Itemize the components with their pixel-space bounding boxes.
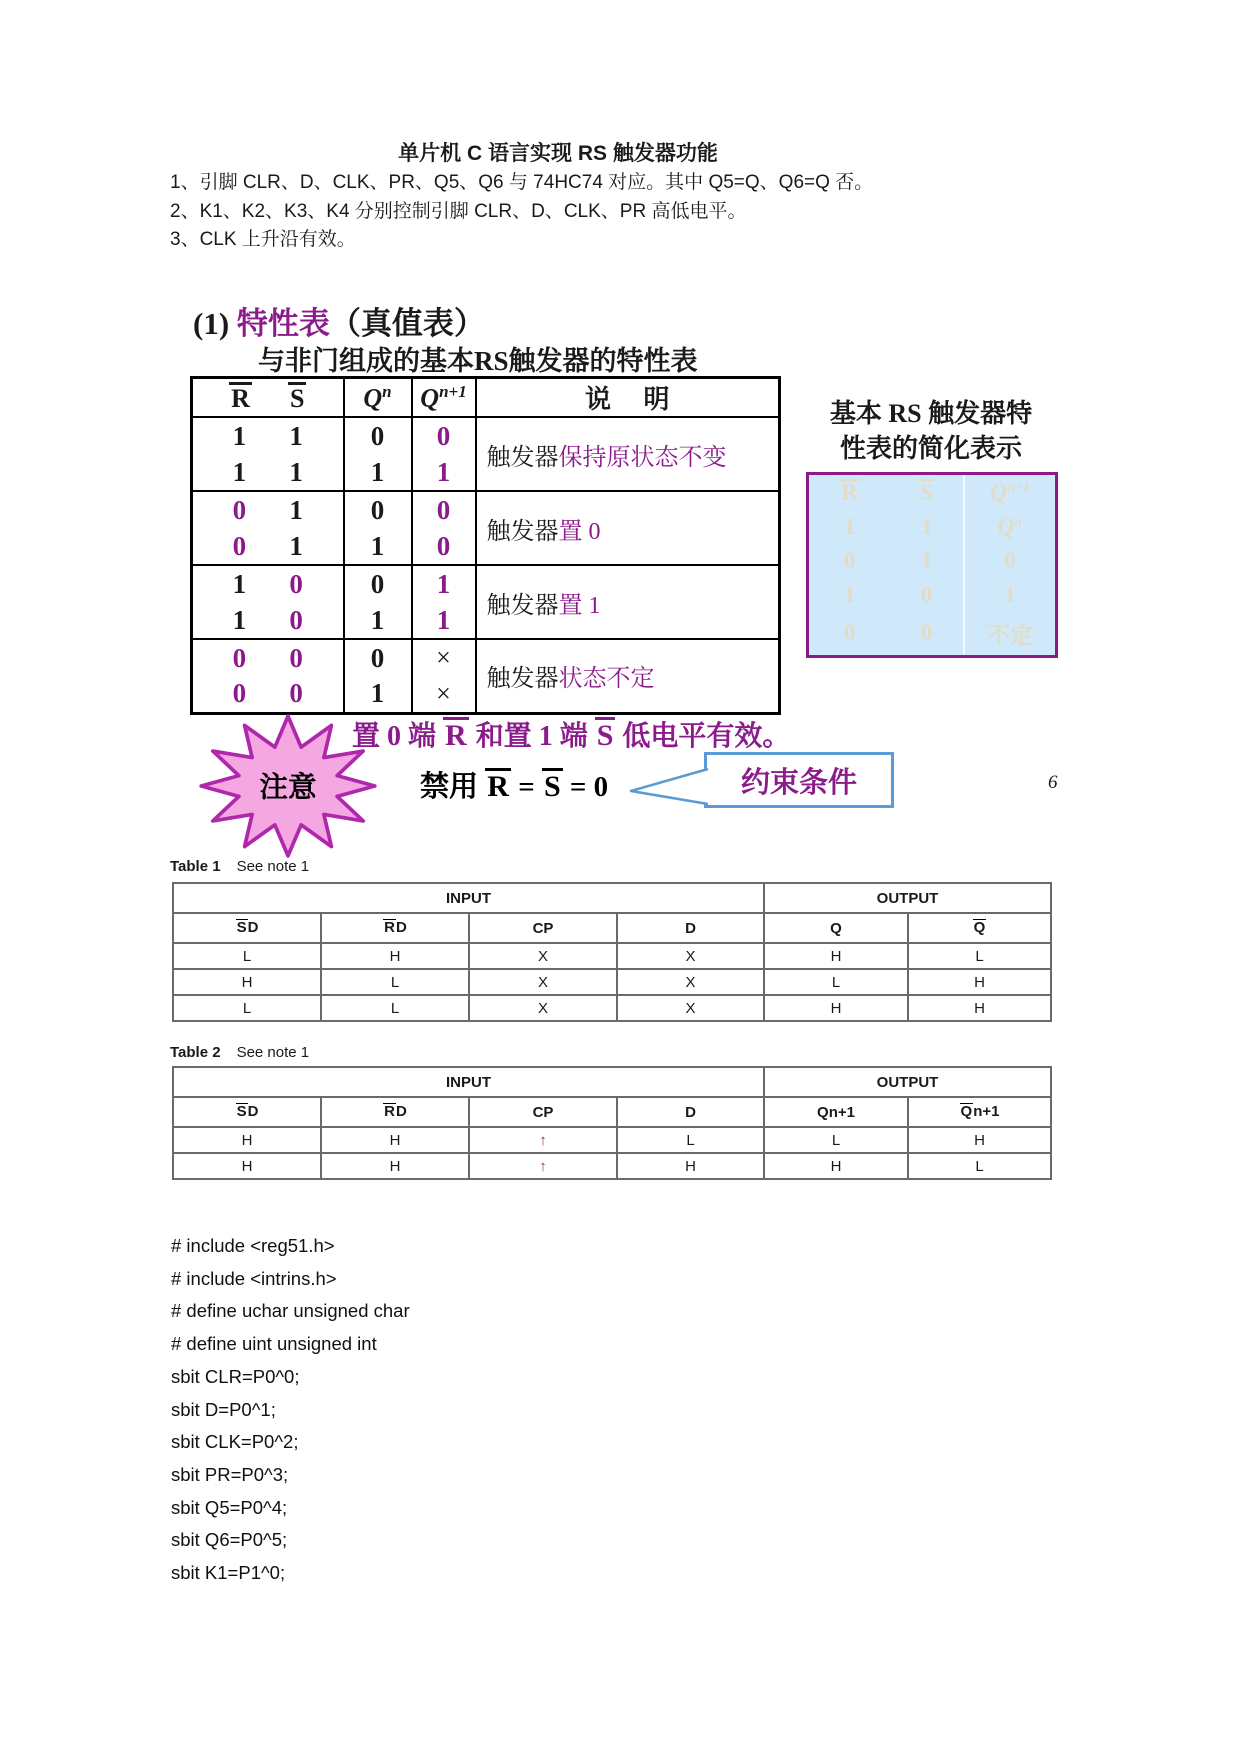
code-line: # include <intrins.h> (171, 1267, 337, 1289)
rd-bar: R (384, 1103, 395, 1121)
constraint-callout: 约束条件 (704, 752, 894, 808)
truth-desc-hold: 触发器保持原状态不变 (476, 417, 780, 491)
code-line: # include <reg51.h> (171, 1235, 335, 1256)
intro-list (170, 169, 1100, 255)
attention-label: 注意 (259, 771, 317, 804)
truth-row: 0 0 1 × (192, 676, 780, 713)
s-bar-symbol: S (596, 719, 614, 752)
code-line: sbit Q5=P0^4; (171, 1496, 288, 1518)
truth-row: 0 1 1 0 (192, 528, 780, 565)
col-header-r-bar: R (231, 384, 250, 414)
intro-item-1: 1、引脚 CLR、D、CLK、PR、Q5、Q6 与 74HC74 对应。其中 Q5=Q、Q6=Q 否。 (170, 172, 874, 193)
table1-row: L L X X H H (173, 995, 1051, 1021)
slide-heading (193, 298, 485, 343)
code-line: sbit D=P0^1; (171, 1398, 276, 1420)
simplified-row: 1 1 $Q^n$ (809, 510, 1055, 544)
simplified-table-box (806, 472, 1058, 658)
table2-group-header: INPUT OUTPUT (173, 1067, 1051, 1097)
table2 (172, 1066, 1052, 1180)
truth-row: 0 1 0 0 触发器置 0 (192, 491, 780, 528)
rising-edge-icon: ↑ (469, 1153, 617, 1179)
truth-row: 1 0 0 1 触发器置 1 (192, 565, 780, 602)
simplified-row: 0 1 0 (809, 544, 1055, 578)
truth-table-title: 与非门组成的基本RS触发器的特性表 (258, 346, 698, 376)
r-bar-symbol: R (445, 719, 467, 752)
slide-heading-prefix: (1) (193, 306, 237, 341)
simplified-table (809, 475, 1055, 655)
q-bar: Q (960, 1103, 973, 1121)
truth-row: 1 1 1 1 (192, 454, 780, 491)
code-line: sbit K1=P1^0; (171, 1562, 286, 1584)
truth-desc-set0: 触发器置 0 (476, 491, 780, 565)
sd-bar: S (236, 1103, 247, 1121)
truth-row: 0 0 0 × 触发器状态不定 (192, 639, 780, 676)
table2-row: H H ↑ L L H (173, 1127, 1051, 1153)
page-title: 单片机 C 语言实现 RS 触发器功能 (398, 142, 718, 165)
simplified-header-row: R S $Q^{n+1}$ (809, 475, 1055, 510)
truth-desc-undefined: 触发器状态不定 (476, 639, 780, 713)
code-line: # define uint unsigned int (171, 1333, 377, 1355)
table1 (172, 882, 1052, 1022)
truth-table (190, 376, 781, 715)
col-header-qn1: Q (420, 383, 440, 413)
table2-column-header: SD RD CP D Qn+1 Qn+1 (173, 1097, 1051, 1127)
r-bar-symbol: R (487, 770, 509, 803)
simplified-row: 0 0 不定 (809, 612, 1055, 655)
note-active-low: 置 0 端 R 和置 1 端 S 低电平有效。 (352, 719, 791, 752)
col-header-s-bar: S (289, 384, 305, 414)
callout-pointer (628, 764, 710, 808)
slide-heading-suffix: （真值表） (329, 306, 485, 341)
col-header-desc: 说 明 (476, 378, 780, 418)
code-line: sbit CLK=P0^2; (171, 1431, 299, 1453)
table1-row: L H X X H L (173, 943, 1051, 969)
intro-item-3: 3、CLK 上升沿有效。 (170, 229, 356, 250)
truth-desc-set1: 触发器置 1 (476, 565, 780, 639)
code-line: sbit PR=P0^3; (171, 1463, 289, 1485)
table1-row: H L X X L H (173, 969, 1051, 995)
table2-row: H H ↑ H H L (173, 1153, 1051, 1179)
q-bar: Q (973, 919, 986, 937)
code-listing (171, 1230, 410, 1590)
truth-row: 1 1 0 0 触发器保持原状态不变 (192, 417, 780, 454)
truth-table-header: R S $Q^n$ $Q^{n+1}$ 说 明 (192, 378, 780, 418)
rising-edge-icon: ↑ (469, 1127, 617, 1153)
rd-bar: R (384, 919, 395, 937)
table1-group-header: INPUT OUTPUT (173, 883, 1051, 913)
code-line: # define uchar unsigned char (171, 1300, 410, 1322)
truth-row: 1 0 1 1 (192, 602, 780, 639)
table1-caption: Table 1 See note 1 (170, 858, 310, 875)
col-header-qn: Q (363, 383, 383, 413)
attention-burst (198, 700, 378, 872)
code-line: sbit Q6=P0^5; (171, 1529, 288, 1551)
simplified-row: 1 0 1 (809, 578, 1055, 612)
slide-heading-highlight: 特性表 (236, 306, 330, 341)
simplified-table-title: 基本 RS 触发器特 性表的简化表示 (829, 399, 1033, 463)
table1-column-header: SD RD CP D Q Q (173, 913, 1051, 943)
starburst-icon (198, 700, 378, 872)
s-bar-symbol: S (543, 770, 561, 803)
table2-caption: Table 2 See note 1 (170, 1044, 310, 1061)
slide-page-number: 6 (1048, 772, 1058, 793)
code-line: sbit CLR=P0^0; (171, 1365, 300, 1387)
sd-bar: S (236, 919, 247, 937)
intro-item-2: 2、K1、K2、K3、K4 分别控制引脚 CLR、D、CLK、PR 高低电平。 (170, 200, 747, 222)
note-forbidden: 禁用 R = S = 0 (420, 770, 609, 803)
